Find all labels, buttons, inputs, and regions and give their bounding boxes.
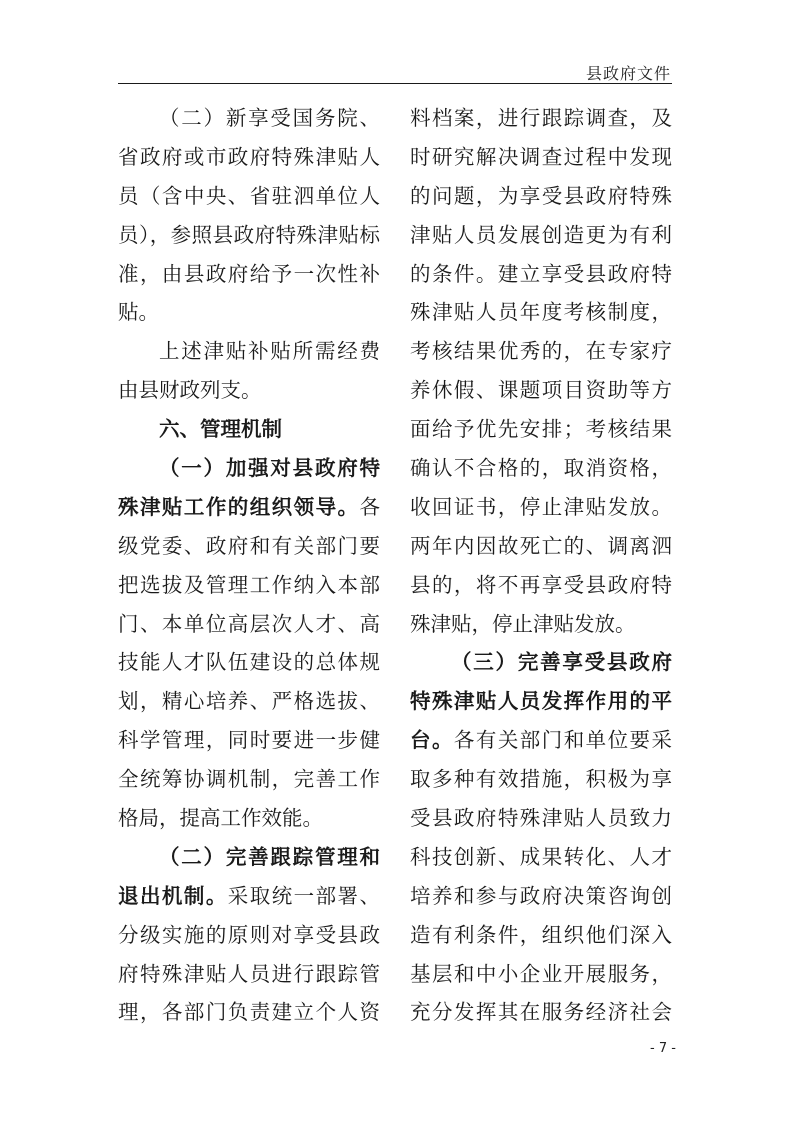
text-segment: 津贴人员发展创造更为有利 [410,222,672,247]
text-line [118,488,380,527]
text-line [410,721,672,760]
text-line [118,332,380,371]
text-segment: 理，各部门负责建立个人资 [118,1000,380,1025]
text-segment: 的问题，为享受县政府特殊 [410,183,672,208]
text-segment: 受县政府特殊津贴人员致力 [410,806,672,831]
text-line [118,449,380,488]
bold-text-segment: 特殊津贴人员发挥作用的平 [410,689,672,714]
text-line [410,371,672,410]
right-column [410,99,672,1032]
text-segment: 考核结果优秀的，在专家疗 [410,339,672,364]
text-segment: 全统筹协调机制，完善工作 [118,767,380,792]
text-segment: 科学管理，同时要进一步健 [118,728,380,753]
text-line [118,138,380,177]
text-line [118,255,380,294]
text-line [410,216,672,255]
text-line [410,760,672,799]
text-line [118,877,380,916]
text-segment: 各 [359,494,380,519]
text-segment: 的条件。建立享受县政府特 [410,261,672,286]
text-line [118,566,380,605]
bold-text-segment: （一）加强对县政府特 [159,456,380,481]
text-segment: 基层和中小企业开展服务， [410,961,672,986]
text-segment: 收回证书，停止津贴发放。 [410,494,672,519]
text-line [410,332,672,371]
text-segment: 殊津贴，停止津贴发放。 [410,611,636,636]
text-segment: 养休假、课题项目资助等方 [410,378,672,403]
text-line [410,993,672,1032]
text-line [410,293,672,332]
text-segment: 省政府或市政府特殊津贴人 [118,144,380,169]
text-line [118,99,380,138]
text-line [118,838,380,877]
text-line [410,877,672,916]
text-segment: 县的，将不再享受县政府特 [410,572,672,597]
text-line [118,993,380,1032]
text-segment: 府特殊津贴人员进行跟踪管 [118,961,380,986]
text-line [118,799,380,838]
text-line [118,371,380,410]
text-line [118,760,380,799]
text-line [118,410,380,449]
text-line [410,955,672,994]
text-segment: 采取统一部署、 [227,883,381,908]
text-line [118,916,380,955]
text-line [410,99,672,138]
text-segment: 级党委、政府和有关部门要 [118,533,380,558]
bold-text-segment: （二）完善跟踪管理和 [159,844,380,869]
bold-text-segment: 殊津贴工作的组织领导。 [118,494,360,519]
text-line [410,838,672,877]
text-line [410,410,672,449]
text-segment: 时研究解决调查过程中发现 [410,144,672,169]
text-line [410,488,672,527]
text-line [410,643,672,682]
text-segment: 划，精心培养、严格选拔、 [118,689,380,714]
text-segment: 技能人才队伍建设的总体规 [118,650,380,675]
text-segment: 贴。 [118,300,159,325]
text-segment: 准，由县政府给予一次性补 [118,261,380,286]
bold-text-segment: 退出机制。 [118,883,228,908]
text-line [118,682,380,721]
text-line [410,449,672,488]
text-segment: 格局，提高工作效能。 [118,806,323,831]
left-column [118,99,380,1032]
text-segment: 面给予优先安排；考核结果 [410,417,672,442]
text-line [410,605,672,644]
text-line [410,916,672,955]
text-segment: 各有关部门和单位要采 [453,728,673,753]
text-line [118,527,380,566]
text-line [410,527,672,566]
text-line [118,721,380,760]
text-line [410,682,672,721]
text-segment: 确认不合格的，取消资格， [410,456,672,481]
text-segment: 门、本单位高层次人才、高 [118,611,380,636]
text-line [118,955,380,994]
text-line [118,216,380,255]
text-segment: 取多种有效措施，积极为享 [410,767,672,792]
header-label: 县政府文件 [585,64,671,83]
text-line [118,605,380,644]
text-segment: 科技创新、成果转化、人才 [410,844,672,869]
bold-text-segment: 台。 [410,728,454,753]
text-line [118,177,380,216]
text-segment: 培养和参与政府决策咨询创 [410,883,672,908]
text-segment: 料档案，进行跟踪调查，及 [410,106,672,130]
text-segment: 把选拔及管理工作纳入本部 [118,572,380,597]
text-line [118,643,380,682]
text-line [410,799,672,838]
text-segment: 由县财政列支。 [118,378,262,403]
bold-text-segment: 六、管理机制 [159,417,282,442]
text-segment: 上述津贴补贴所需经费 [159,339,380,364]
text-segment: （二）新享受国务院、 [159,106,380,130]
text-line [410,177,672,216]
text-line [410,138,672,177]
text-segment: 员（含中央、省驻泗单位人 [118,183,380,208]
text-segment: 殊津贴人员年度考核制度， [410,300,672,325]
text-segment: 分级实施的原则对享受县政 [118,922,380,947]
text-line [118,293,380,332]
text-line [410,566,672,605]
text-line [410,255,672,294]
header-rule [118,83,672,84]
text-segment: 充分发挥其在服务经济社会 [410,1000,672,1025]
text-segment: 两年内因故死亡的、调离泗 [410,533,672,558]
text-segment: 员），参照县政府特殊津贴标 [118,222,380,247]
bold-text-segment: （三）完善享受县政府 [451,650,672,675]
page-number: - 7 - [650,1041,676,1056]
text-segment: 造有利条件，组织他们深入 [410,922,672,947]
